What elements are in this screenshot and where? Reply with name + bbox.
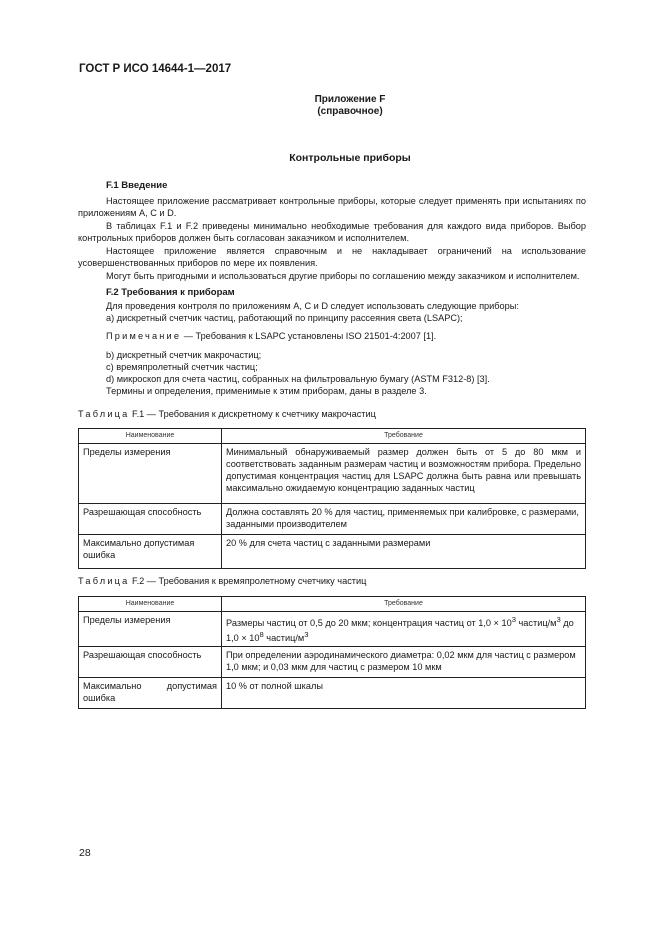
f1-title: F.1 Введение [106,180,168,191]
table2-caption-text: F.2 — Требования к времяпролетному счетчику частиц [129,576,367,586]
f2-item-a: a) дискретный счетчик частиц, работающий по принципу рассеяния света (LSAPC); [106,313,463,323]
f1-paragraph-4: Могут быть пригодными и использоваться другие приборы по соглашению между заказчиком и исполнителем. [106,271,580,281]
annex-title: Приложение F [314,94,386,105]
table-cell-requirement: При определении аэродинамического диаметра: 0,02 мкм для частиц с размером 1,0 мкм; и 0,03 мкм для частиц с размером 10 мкм [222,647,586,678]
table-row [79,678,586,709]
document-header: ГОСТ Р ИСО 14644-1—2017 [79,63,232,75]
table2-caption [78,576,366,586]
column-header-name: Наименование [79,597,222,612]
table-cell-requirement: Размеры частиц от 0,5 до 20 мкм; концентрация частиц от $1,0 \times 10^3$ частиц/$м^3$ до $1,0 \times 10^8$ частиц/$м^3$ [222,612,586,647]
table1-caption-text: F.1 — Требования к дискретному к счетчику макрочастиц [129,409,376,419]
table-cell-requirement: 10 % от полной шкалы [222,678,586,709]
table-cell-name: Разрешающая способность [79,504,222,535]
f2-terms: Термины и определения, применимые к этим приборам, даны в разделе 3. [106,386,427,396]
table-row [79,612,586,647]
column-header-name: Наименование [79,429,222,444]
annex-subtitle: (справочное) [317,106,383,117]
table-f2 [78,596,586,709]
f1-paragraph-3: Настоящее приложение является справочным и не накладывает ограничений на использование усовершенствованных приборов по мере их появления. [78,246,586,269]
table-row [79,444,586,504]
page-number: 28 [79,847,91,859]
table2-caption-label: Таблица [78,576,130,586]
note-label: Примечание [106,331,182,341]
f2-item-b: b) дискретный счетчик макрочастиц; [106,350,262,360]
f2-note [106,331,436,341]
table-cell-name: Разрешающая способность [79,647,222,678]
column-header-requirement: Требование [222,597,586,612]
table1-caption-label: Таблица [78,409,130,419]
table-row [79,647,586,678]
column-header-requirement: Требование [222,429,586,444]
f2-item-c: c) времяпролетный счетчик частиц; [106,362,258,372]
table-cell-requirement: Должна составлять 20 % для частиц, применяемых при калибровке, с размерами, заданными производителем [222,504,586,535]
f2-title: F.2 Требования к приборам [106,287,235,298]
table-cell-name: Пределы измерения [79,444,222,504]
table1-caption [78,409,376,419]
table-cell-name: Пределы измерения [79,612,222,647]
table-row [79,504,586,535]
f1-paragraph-2: В таблицах F.1 и F.2 приведены минимально необходимые требования для каждого вида приборов. Выбор контрольных приборов должен быть согласован заказчиком и исполнителем. [78,221,586,244]
table-header-row [79,429,586,444]
f2-intro: Для проведения контроля по приложениям А, С и D следует использовать следующие приборы: [106,301,519,311]
table-cell-requirement: Минимальный обнаруживаемый размер должен быть от 5 до 80 мкм и соответствовать заданным размерам частиц и возможностям прибора. Предельно допустимая концентрация частиц для LSAPC должна быть равна или превышать максимально ожидаемую концентрацию заданных частиц [222,444,586,504]
f2-item-d: d) микроскоп для счета частиц, собранных на фильтровальную бумагу (ASTM F312-8) [3]. [106,374,490,384]
note-text: — Требования к LSAPC установлены ISO 21501-4:2007 [1]. [181,331,437,341]
table-header-row [79,597,586,612]
table-cell-requirement: 20 % для счета частиц с заданными размерами [222,535,586,569]
table-row [79,535,586,569]
table-cell-name: Максимально допустимая ошибка [79,535,222,569]
section-title: Контрольные приборы [289,152,411,164]
table-cell-name: Максимально допустимая ошибка [79,678,222,709]
f1-paragraph-1: Настоящее приложение рассматривает контрольные приборы, которые следует применять при испытаниях по приложениям А, С и D. [78,196,586,219]
table-f1 [78,428,586,569]
